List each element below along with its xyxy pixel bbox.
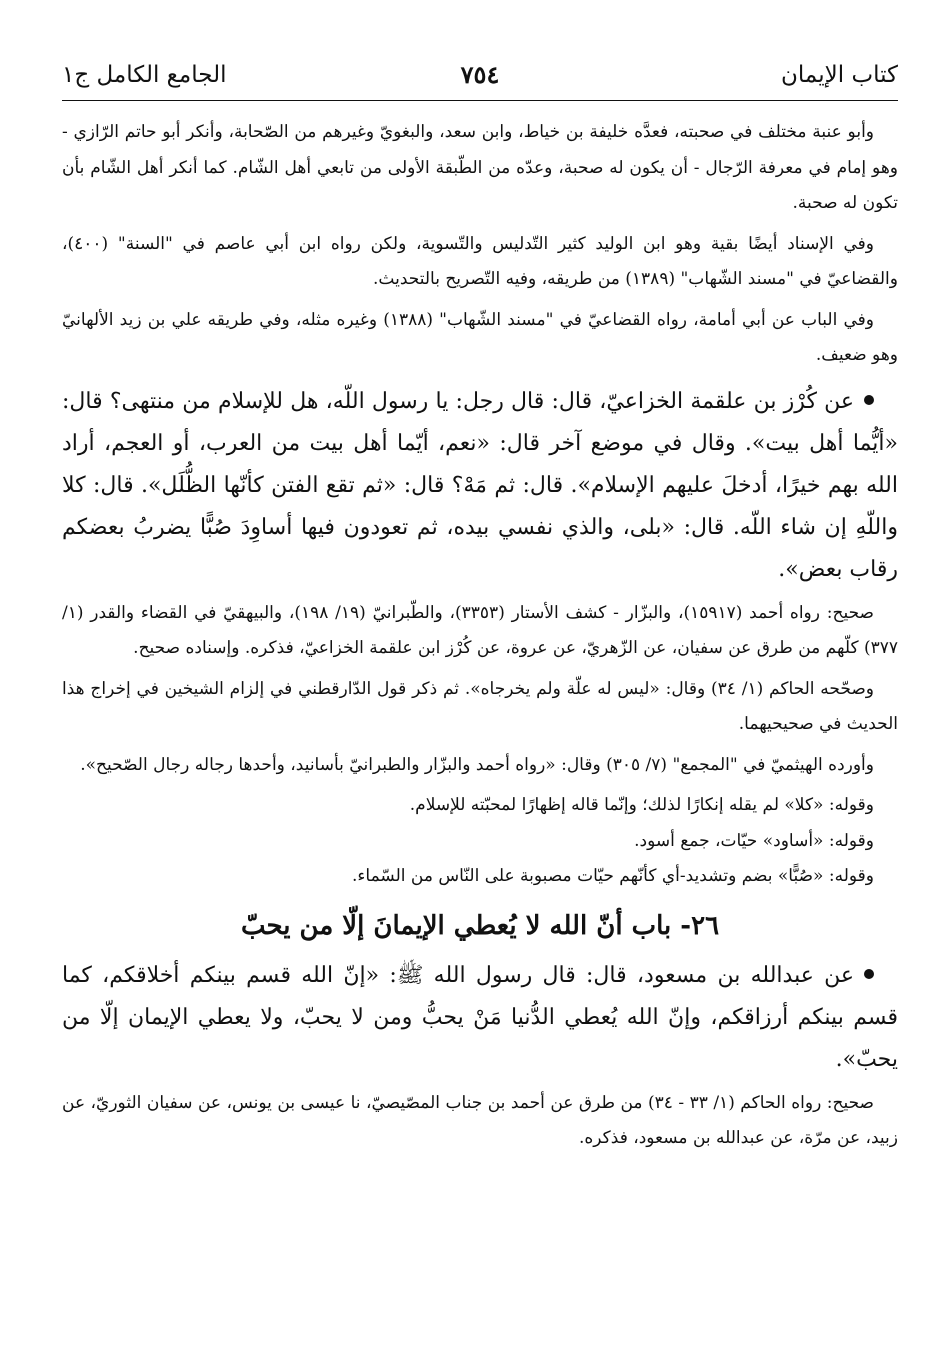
hadith-kurz (62, 381, 898, 591)
paragraph-abu-umama: وفي الباب عن أبي أمامة، رواه القضاعيّ في "مسند الشّهاب" (١٣٨٨) وغيره مثله، وفي طريقه علي بن زيد الألهانيّ وهو ضعيف. (62, 309, 898, 365)
hadith-kurz-text: عن كُرْز بن علقمة الخزاعيّ، قال: قال رجل: يا رسول اللّه، هل للإسلام من منتهى؟ قال: «أيُّما أهل بيت». وقال في موضع آخر قال: «نعم، أيّما أهل بيت من العرب، أو العجم، أراد الله بهم خيرًا، أدخلَ عليهم الإسلام». قال: ثم مَهْ؟ قال: «ثم تقع الفتن كأنّها الظُّلَل». قال: كلا واللّهِ إن شاء اللّه. قال: «بلى، والذي نفسي بيده، ثم تعودون فيها أساوِدَ صُبًّا يضربُ بعضكم رقاب بعض». (62, 388, 898, 582)
paragraph-asawid-note: وقوله: «أساود» حيّات، جمع أسود. (634, 830, 874, 851)
book-title: كتاب الإيمان (781, 62, 898, 88)
paragraph-kalla-note: وقوله: «كلا» لم يقله إنكارًا لذلك؛ وإنّما قاله إظهارًا لمحبّته للإسلام. (409, 795, 874, 815)
header-divider (62, 100, 898, 101)
paragraph-abu-inaba: وأبو عنبة مختلف في صحبته، فعدَّه خليفة بن خياط، وابن سعد، والبغويّ وغيرهم من الصّحابة، وأنكر أبو حاتم الرّازي - وهو إمام في معرفة الرّجال - أن يكون له صحبة، وعدّه من الطّبقة الأولى من تابعي أهل الشّام. كما أنكر أهل الشّام بأن تكون له صحبة. (62, 122, 898, 213)
paragraph-subban-note: وقوله: «صُبًّا» بضم وتشديد-أي كأنّهم حيّات مصبوبة على النّاس من السّماء. (352, 866, 874, 886)
page-number: ٧٥٤ (460, 60, 500, 89)
paragraph-sahih-ahmad: صحيح: رواه أحمد (١٥٩١٧)، والبزّار - كشف الأستار (٣٣٥٣)، والطّبرانيّ (١٩/ ١٩٨)، والبيهقيّ في القضاء والقدر (١/ ٣٧٧) كلّهم من طرق عن سفيان، عن الزّهريّ، عن عروة، عن كُرْز ابن علقمة الخزاعيّ، فذكره. وإسناده صحيح. (62, 602, 898, 658)
paragraph-hakim: وصحّحه الحاكم (١/ ٣٤) وقال: «ليس له علّة ولم يخرجاه». ثم ذكر قول الدّارقطني في إلزام الشيخين في إخراج هذا الحديث في صحيحيهما. (62, 678, 898, 734)
hadith-ibn-masud (62, 955, 898, 1081)
bullet-icon (864, 395, 874, 405)
chapter-heading: ٢٦- باب أنّ الله لا يُعطي الإيمانَ إلّا من يحبّ (240, 910, 720, 941)
page-header (62, 56, 898, 100)
bullet-icon (864, 969, 874, 979)
book-page (62, 56, 898, 1157)
paragraph-isnad-baqiyya: وفي الإسناد أيضًا بقية وهو ابن الوليد كثير التّدليس والتّسوية، ولكن رواه ابن أبي عاصم في "السنة" (٤٠٠)، والقضاعيّ في "مسند الشّهاب" (١٣٨٩) من طريقه، وفيه التّصريح بالتحديث. (62, 233, 898, 289)
paragraph-sahih-hakim: صحيح: رواه الحاكم (١/ ٣٣ - ٣٤) من طرق عن أحمد بن جناب المصّيصيّ، نا عيسى بن يونس، عن سفيان الثوريّ، عن زبيد، عن مرّة، عن عبدالله بن مسعود، فذكره. (62, 1092, 898, 1148)
collection-title: الجامع الكامل ج١ (62, 62, 227, 88)
paragraph-haythami: وأورده الهيثميّ في "المجمع" (٧/ ٣٠٥) وقال: «رواه أحمد والبزّار والطبرانيّ بأسانيد، وأحدها رجاله رجال الصّحيح». (80, 754, 874, 775)
hadith-ibn-masud-text: عن عبدالله بن مسعود، قال: قال رسول الله ﷺ: «إنّ الله قسم بينكم أخلاقكم، كما قسم بينكم أرزاقكم، وإنّ الله يُعطي الدُّنيا مَنْ يحبُّ ومن لا يحبّ، ولا يعطي الإيمان إلّا من يحبّ». (62, 962, 898, 1072)
